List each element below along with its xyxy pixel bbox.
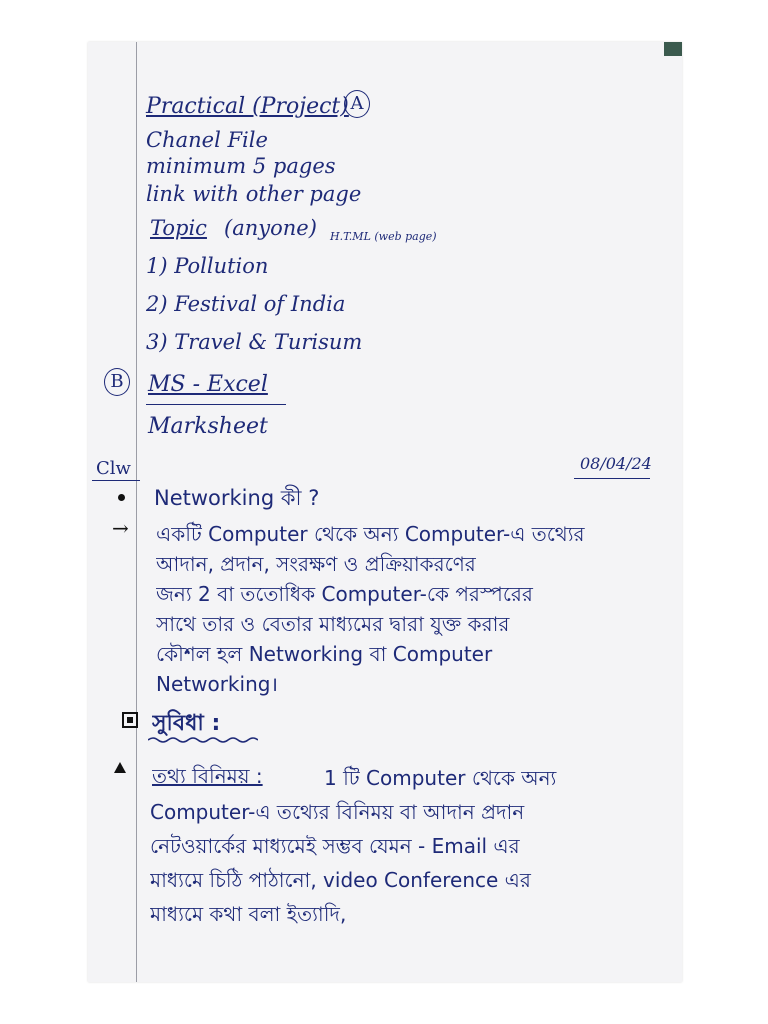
point-line-5: মাধ্যমে কথা বলা ইত্যাদি, (150, 902, 347, 926)
answer-line-2: আদান, প্রদান, সংরক্ষণ ও প্রক্রিয়াকরণের (156, 552, 476, 576)
page-corner-tab (664, 42, 682, 56)
answer-line-5: কৌশল হল Networking বা Computer (156, 642, 493, 666)
point-line-2: Computer-এ তথ্যের বিনিময় বা আদান প্রদান (150, 800, 525, 824)
project-line-3: link with other page (146, 182, 362, 206)
topic-item-1: 1) Pollution (146, 254, 269, 278)
excel-title: MS - Excel (148, 372, 268, 397)
project-heading: Practical (Project) (146, 94, 349, 119)
point-title: তথ্য বিনিময় : (152, 764, 263, 788)
advantages-wavy-underline (148, 736, 258, 744)
answer-line-3: জন্য 2 বা ততোধিক Computer-কে পরস্পরের (156, 582, 533, 606)
excel-underline (146, 404, 286, 405)
date-underline (574, 478, 650, 479)
point-triangle-bullet (114, 762, 126, 773)
advantages-bullet (122, 712, 138, 728)
topic-item-2: 2) Festival of India (146, 292, 346, 316)
class-label-underline (92, 480, 140, 481)
answer-line-6: Networking। (156, 672, 279, 696)
advantages-heading: সুবিধা : (152, 711, 221, 736)
topic-hint: H.T.ML (web page) (330, 230, 437, 243)
class-label: Clw (96, 458, 131, 479)
margin-line (136, 42, 137, 982)
point-line-3: নেটওয়ার্কের মাধ্যমেই সম্ভব যেমন - Email এর (150, 834, 520, 858)
note-date: 08/04/24 (580, 454, 652, 473)
question-bullet (118, 494, 125, 501)
topic-item-3: 3) Travel & Turisum (146, 330, 363, 354)
answer-line-4: সাথে তার ও বেতার মাধ্যমের দ্বারা যুক্ত করার (156, 612, 510, 636)
notebook-page (88, 42, 682, 982)
answer-line-1: একটি Computer থেকে অন্য Computer-এ তথ্যের (156, 522, 585, 546)
excel-marker (104, 368, 130, 396)
circled-b-marker: B (104, 368, 130, 396)
circled-a-marker: A (344, 90, 370, 118)
answer-arrow: → (112, 516, 129, 540)
project-marker (344, 90, 370, 118)
point-line-1: 1 টি Computer থেকে অন্য (324, 766, 557, 790)
project-line-1: Chanel File (146, 128, 268, 152)
topic-note: (anyone) (224, 216, 317, 240)
project-line-2: minimum 5 pages (146, 154, 336, 178)
point-line-4: মাধ্যমে চিঠি পাঠানো, video Conference এর (150, 868, 531, 892)
topic-label: Topic (150, 216, 207, 240)
excel-subtitle: Marksheet (148, 414, 268, 439)
question-text: Networking কী ? (154, 486, 320, 510)
